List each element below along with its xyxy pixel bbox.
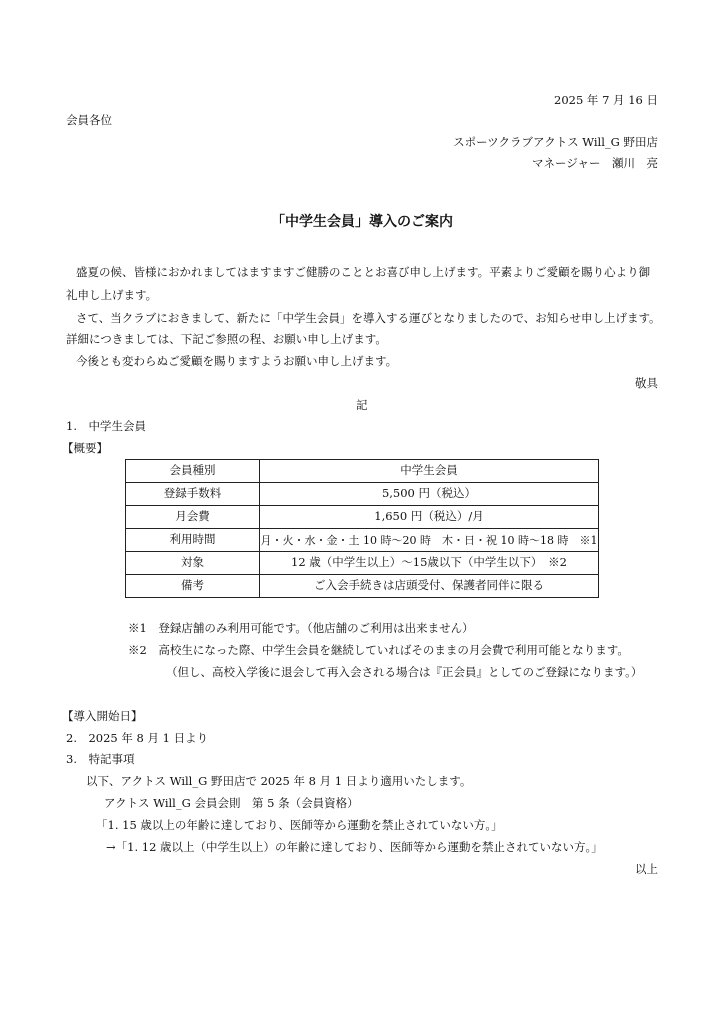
note-2-continued: （但し、高校入学後に退会して再入会される場合は『正会員』としてのご登録になります。） (166, 665, 643, 679)
table-label: 利用時間 (126, 529, 260, 552)
special-line: →「1. 12 歳以上（中学生以上）の年齢に達しており、医師等から運動を禁止されていない方。」 (106, 840, 603, 854)
table-value: ご入会手続きは店頭受付、保護者同伴に限る (260, 575, 599, 598)
table-value: 12 歳（中学生以上）～15歳以下（中学生以下） ※2 (260, 552, 599, 575)
note-1: ※1 登録店舗のみ利用可能です。（他店舗のご利用は出来ません） (128, 621, 474, 635)
table-row (126, 506, 599, 529)
table-row (126, 575, 599, 598)
body-line: 盛夏の候、皆様におかれましてはますますご健勝のこととお喜び申し上げます。平素よりご愛顧を賜り心より御 (76, 265, 651, 279)
table-label: 備考 (126, 575, 260, 598)
section-3-heading: 3. 特記事項 (66, 752, 135, 766)
section-2-item: 2. 2025 年 8 月 1 日より (66, 731, 209, 745)
table-label: 対象 (126, 552, 260, 575)
table-label: 会員種別 (126, 460, 260, 483)
section-1-heading: 1. 中学生会員 (66, 419, 146, 433)
overview-heading: 【概要】 (62, 441, 108, 455)
table-value: 月・火・水・金・土 10 時～20 時 木・日・祝 10 時～18 時 ※1 (260, 529, 599, 552)
closing-ijou: 以上 (635, 862, 658, 876)
sender-manager: マネージャー 瀬川 亮 (531, 156, 658, 170)
addressee: 会員各位 (66, 113, 112, 127)
body-line: 礼申し上げます。 (66, 288, 158, 302)
sender-company: スポーツクラブアクトス Will_G 野田店 (453, 135, 658, 149)
table-value: 1,650 円（税込）/月 (260, 506, 599, 529)
table-row (126, 483, 599, 506)
body-line: さて、当クラブにおきまして、新たに「中学生会員」を導入する運びとなりましたので、お知らせ申し上げます。 (76, 311, 661, 325)
body-line: 詳細につきましては、下記ご参照の程、お願い申し上げます。 (66, 332, 387, 346)
body-line: 今後とも変わらぬご愛顧を賜りますようお願い申し上げます。 (76, 354, 398, 368)
special-line: 以下、アクトス Will_G 野田店で 2025 年 8 月 1 日より適用いたします。 (86, 774, 472, 788)
special-line: 「1. 15 歳以上の年齢に達しており、医師等から運動を禁止されていない方。」 (96, 818, 503, 832)
table-label: 月会費 (126, 506, 260, 529)
document-title: 「中学生会員」導入のご案内 (271, 214, 453, 230)
start-date-heading: 【導入開始日】 (62, 709, 143, 723)
closing-keigu: 敬具 (635, 376, 658, 390)
special-line: アクトス Will_G 会員会則 第 5 条（会員資格） (104, 796, 359, 810)
document-date: 2025 年 7 月 16 日 (554, 93, 658, 107)
table-value: 中学生会員 (260, 460, 599, 483)
membership-table (125, 459, 599, 598)
table-row (126, 460, 599, 483)
table-row (126, 529, 599, 552)
note-2: ※2 高校生になった際、中学生会員を継続していればそのままの月会費で利用可能となります。 (128, 643, 629, 657)
table-label: 登録手数料 (126, 483, 260, 506)
ki-marker: 記 (356, 398, 368, 412)
table-row (126, 552, 599, 575)
table-value: 5,500 円（税込） (260, 483, 599, 506)
